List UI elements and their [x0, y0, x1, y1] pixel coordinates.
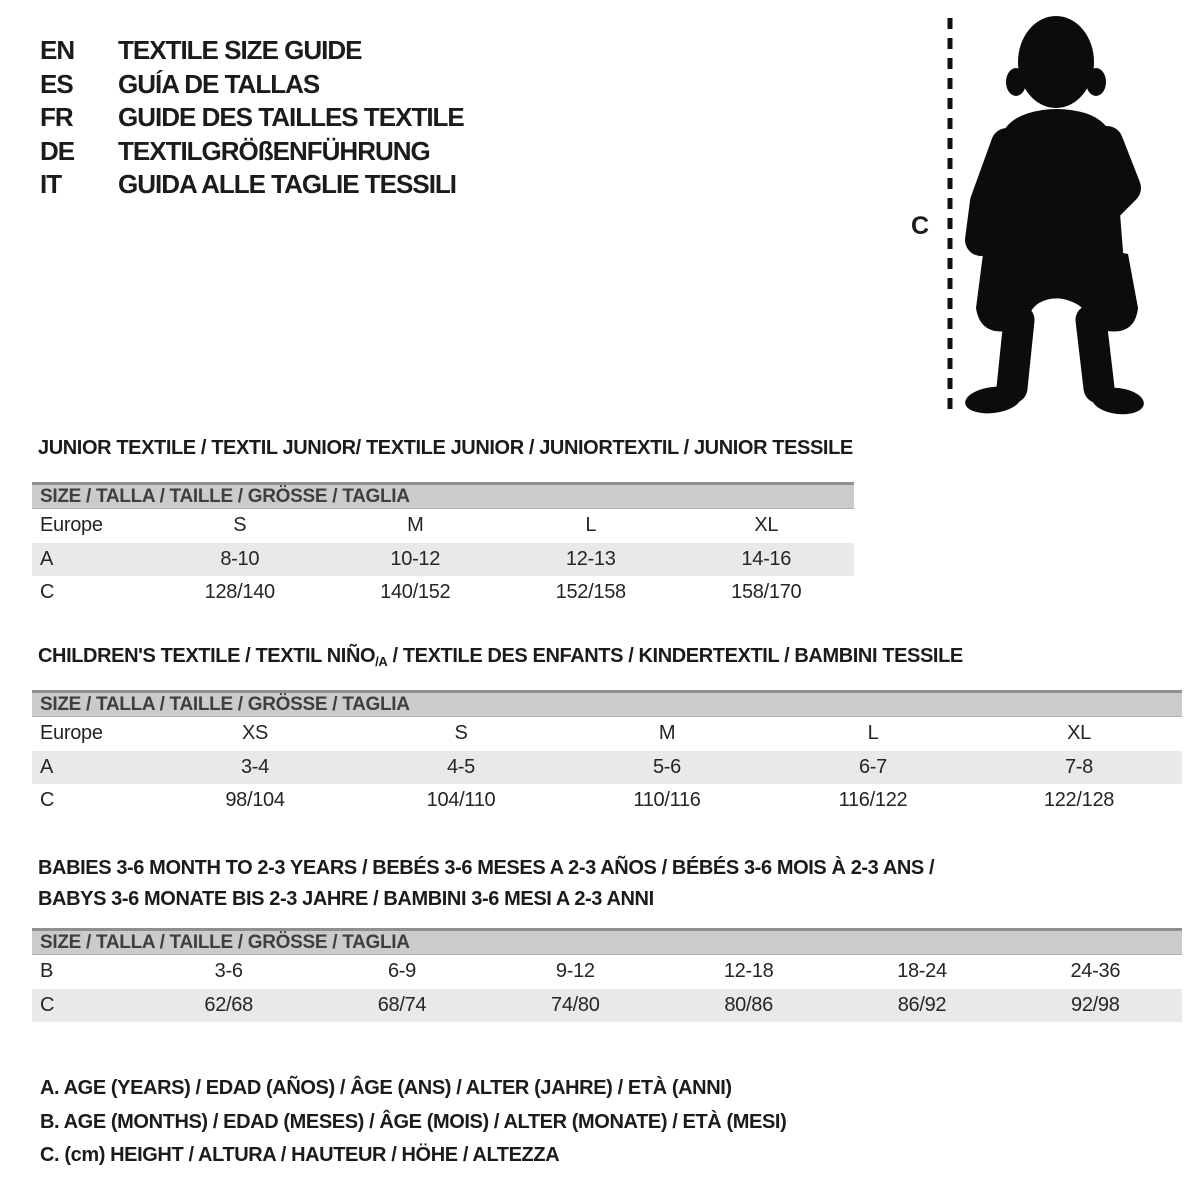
- junior-header-row: [32, 509, 854, 543]
- children-age-xs: 3-4: [240, 755, 269, 778]
- children-age-m: 5-6: [652, 755, 681, 778]
- lang-code-de: DE: [40, 135, 75, 166]
- junior-age-s: 8-10: [220, 547, 260, 570]
- babies-size-bar-label: SIZE / TALLA / TAILLE / GRÖSSE / TAGLIA: [40, 931, 410, 953]
- junior-height-l: 152/158: [555, 581, 626, 604]
- children-size-xl: XL: [1067, 722, 1091, 745]
- children-age-l: 6-7: [858, 755, 887, 778]
- lang-code-it: IT: [40, 169, 62, 200]
- children-size-l: L: [867, 722, 879, 745]
- junior-age-row-label: A: [40, 547, 54, 570]
- children-height-l: 116/122: [838, 789, 908, 812]
- lang-code-en: EN: [40, 35, 75, 66]
- lang-title-en: TEXTILE SIZE GUIDE: [118, 35, 362, 66]
- junior-age-l: 12-13: [565, 547, 616, 570]
- children-heading-sub: /A: [375, 654, 388, 669]
- children-size-bar-label: SIZE / TALLA / TAILLE / GRÖSSE / TAGLIA: [40, 693, 410, 715]
- children-age-xl: 7-8: [1064, 755, 1093, 778]
- children-region-label: Europe: [40, 722, 103, 745]
- babies-height-row: [32, 989, 1182, 1023]
- babies-height-3: 74/80: [551, 993, 600, 1016]
- children-height-s: 104/110: [426, 789, 496, 812]
- babies-size-table: [32, 928, 1182, 1022]
- children-header-row: [32, 717, 1182, 751]
- lang-title-es: GUÍA DE TALLAS: [118, 68, 320, 99]
- babies-months-row: [32, 955, 1182, 989]
- legend-line-a: A. AGE (YEARS) / EDAD (AÑOS) / ÂGE (ANS) / ALTER (JAHRE) / ETÀ (ANNI): [40, 1077, 732, 1099]
- legend-line-b: B. AGE (MONTHS) / EDAD (MESES) / ÂGE (MOIS) / ALTER (MONATE) / ETÀ (MESI): [40, 1110, 787, 1133]
- babies-months-5: 18-24: [897, 960, 947, 983]
- babies-section-heading: [38, 853, 934, 915]
- junior-age-row: [32, 543, 854, 577]
- junior-size-bar-label: SIZE / TALLA / TAILLE / GRÖSSE / TAGLIA: [40, 485, 410, 507]
- babies-height-4: 80/86: [724, 993, 773, 1016]
- babies-months-2: 6-9: [387, 960, 416, 983]
- lang-code-es: ES: [40, 68, 73, 99]
- babies-height-2: 68/74: [377, 993, 427, 1016]
- junior-height-row-label: C: [40, 581, 55, 604]
- children-height-row: [32, 784, 1182, 818]
- language-title-list: [40, 34, 464, 202]
- junior-size-bar: [32, 482, 854, 509]
- junior-height-row: [32, 576, 854, 610]
- junior-size-m: M: [407, 514, 424, 537]
- lang-row-fr: [40, 101, 464, 135]
- lang-code-fr: FR: [40, 102, 73, 133]
- babies-height-row-label: C: [40, 993, 55, 1016]
- junior-size-l: L: [585, 514, 597, 537]
- children-size-s: S: [454, 722, 468, 745]
- junior-height-m: 140/152: [380, 581, 451, 604]
- children-height-m: 110/116: [633, 789, 701, 812]
- babies-heading-line1: BABIES 3-6 MONTH TO 2-3 YEARS / BEBÉS 3-6 MESES A 2-3 AÑOS / BÉBÉS 3-6 MOIS À 2-3 ANS /: [38, 857, 935, 879]
- babies-months-3: 9-12: [555, 960, 595, 983]
- children-age-row-label: A: [40, 755, 54, 778]
- junior-section-heading: JUNIOR TEXTILE / TEXTIL JUNIOR/ TEXTILE JUNIOR / JUNIORTEXTIL / JUNIOR TESSILE: [38, 437, 853, 459]
- lang-row-it: [40, 168, 464, 202]
- babies-months-row-label: B: [40, 960, 54, 983]
- children-size-bar: [32, 690, 1182, 717]
- children-age-row: [32, 751, 1182, 785]
- children-height-row-label: C: [40, 789, 55, 812]
- children-height-xs: 98/104: [225, 789, 285, 812]
- junior-height-s: 128/140: [204, 581, 275, 604]
- children-heading-post: / TEXTILE DES ENFANTS / KINDERTEXTIL / BAMBINI TESSILE: [387, 645, 963, 667]
- lang-row-en: [40, 34, 464, 68]
- junior-size-table: [32, 482, 854, 610]
- legend-line-c: C. (cm) HEIGHT / ALTURA / HAUTEUR / HÖHE / ALTEZZA: [40, 1144, 560, 1166]
- lang-title-it: GUIDA ALLE TAGLIE TESSILI: [118, 169, 457, 200]
- babies-months-1: 3-6: [214, 960, 243, 983]
- babies-height-5: 86/92: [897, 993, 947, 1016]
- toddler-silhouette: [964, 16, 1146, 417]
- junior-age-xl: 14-16: [741, 547, 792, 570]
- lang-row-es: [40, 68, 464, 102]
- junior-size-xl: XL: [754, 514, 779, 537]
- children-age-s: 4-5: [446, 755, 475, 778]
- junior-size-s: S: [233, 514, 247, 537]
- junior-region-label: Europe: [40, 514, 103, 537]
- children-size-m: M: [658, 722, 676, 745]
- lang-title-fr: GUIDE DES TAILLES TEXTILE: [118, 102, 464, 133]
- babies-months-4: 12-18: [723, 960, 774, 983]
- children-section-heading: [38, 644, 963, 674]
- lang-title-de: TEXTILGRÖßENFÜHRUNG: [118, 135, 430, 166]
- babies-height-6: 92/98: [1071, 993, 1120, 1016]
- measure-legend: [40, 1072, 786, 1173]
- height-measure-label: C: [911, 212, 930, 240]
- babies-height-1: 62/68: [204, 993, 253, 1016]
- children-size-xs: XS: [241, 722, 269, 745]
- children-size-table: [32, 690, 1182, 818]
- height-figure: [895, 10, 1155, 422]
- babies-heading-line2: BABYS 3-6 MONATE BIS 2-3 JAHRE / BAMBINI 3-6 MESI A 2-3 ANNI: [38, 888, 654, 910]
- toddler-silhouette-figure: [895, 10, 1155, 422]
- lang-row-de: [40, 135, 464, 169]
- babies-size-bar: [32, 928, 1182, 955]
- junior-age-m: 10-12: [390, 547, 441, 570]
- children-height-xl: 122/128: [1043, 789, 1115, 812]
- children-heading-pre: CHILDREN'S TEXTILE / TEXTIL NIÑO: [38, 645, 376, 667]
- junior-height-xl: 158/170: [731, 581, 802, 604]
- babies-months-6: 24-36: [1070, 960, 1121, 983]
